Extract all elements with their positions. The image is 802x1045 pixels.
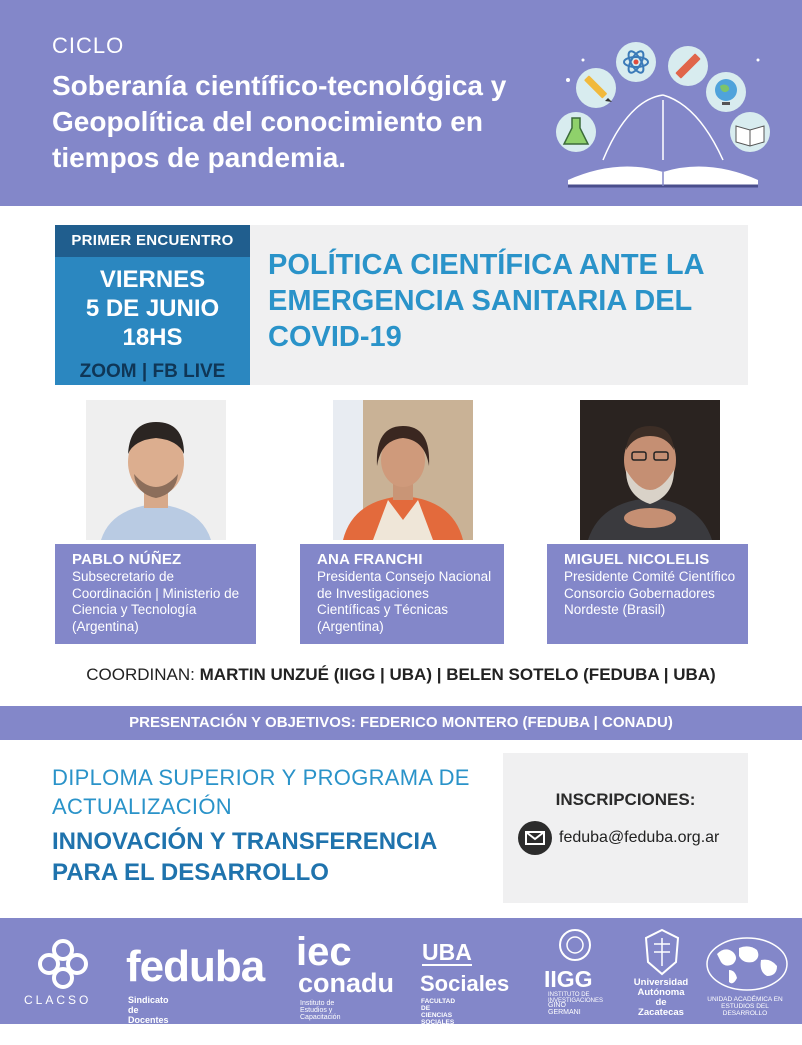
iec-subtitle: Instituto de Estudios y Capacitación: [300, 1000, 341, 1021]
event-platform: ZOOM | FB LIVE: [79, 361, 226, 382]
diploma-title: INNOVACIÓN Y TRANSFERENCIA PARA EL DESARROLLO: [52, 828, 437, 886]
event-date: 5 DE JUNIO: [85, 295, 220, 322]
speaker-role: Presidente Comité Científico Consorcio Gobernadores Nordeste (Brasil): [564, 569, 736, 617]
event-title-box: [250, 225, 748, 385]
event-time: 18HS: [122, 324, 183, 351]
diploma-subtitle: DIPLOMA SUPERIOR Y PROGRAMA DE ACTUALIZACIÓN: [52, 765, 470, 819]
pencil-red-icon: [668, 46, 708, 86]
uaz-name: Universidad Autónoma de Zacatecas: [633, 977, 689, 1018]
book-small-icon: [730, 112, 770, 152]
atom-icon: [616, 42, 656, 82]
event-day: VIERNES: [99, 266, 206, 293]
iigg-gino-germani: GINO GERMANI: [548, 1002, 581, 1016]
ciclo-label: CICLO: [52, 33, 125, 58]
sociales-subtitle: FACULTAD DE CIENCIAS SOCIALES: [421, 998, 456, 1026]
registration-email[interactable]: feduba@feduba.org.ar: [559, 829, 720, 846]
world-map-icon: [705, 934, 789, 992]
avatar: [333, 400, 473, 540]
speaker-card-1: [55, 544, 256, 644]
speaker-photo-ana-franchi: [333, 400, 473, 540]
clacso-knot-icon: [35, 936, 91, 992]
iigg-wordmark: IIGG: [544, 966, 593, 992]
open-book-icon: [568, 167, 758, 186]
clacso-text: CLACSO: [24, 993, 92, 1007]
conadu-wordmark: conadu: [298, 968, 395, 998]
registration-box: [503, 753, 748, 903]
coordinators-label: COORDINAN:: [86, 665, 195, 684]
sociales-wordmark: Sociales: [420, 971, 510, 996]
speaker-photo-miguel-nicolelis: [580, 400, 720, 540]
iigg-seal-icon: [558, 928, 592, 962]
iigg-subtitle: INSTITUTO DE INVESTIGACIONES: [548, 992, 604, 1004]
feduba-wordmark: feduba: [126, 942, 265, 991]
uaz-crest-icon: [642, 928, 682, 976]
speaker-name: ANA FRANCHI: [317, 551, 423, 568]
speaker-card-3: [547, 544, 748, 644]
science-book-illustration: [548, 40, 778, 190]
presentation-band: PRESENTACIÓN Y OBJETIVOS: FEDERICO MONTERO (FEDUBA | CONADU): [0, 706, 802, 740]
iec-wordmark: iec: [296, 930, 352, 974]
flask-icon: [556, 112, 596, 152]
speaker-name: PABLO NÚÑEZ: [72, 551, 182, 568]
event-title: POLÍTICA CIENTÍFICA ANTE LA EMERGENCIA SANITARIA DEL COVID-19: [268, 249, 704, 353]
speaker-card-2: [300, 544, 504, 644]
uba-wordmark: UBA: [422, 939, 472, 965]
pencil-icon: [576, 68, 616, 108]
date-box: [55, 225, 250, 385]
speaker-name: MIGUEL NICOLELIS: [564, 551, 710, 568]
globe-icon: [706, 72, 746, 112]
envelope-icon: [518, 821, 552, 855]
header-banner: [0, 0, 802, 206]
avatar: [580, 400, 720, 540]
cycle-title: Soberanía científico-tecnológica y Geopolítica del conocimiento en tiempos de pandemia.: [52, 70, 507, 173]
speaker-role: Subsecretario de Coordinación | Ministerio de Ciencia y Tecnología (Argentina): [72, 569, 240, 634]
registration-title: INSCRIPCIONES:: [555, 790, 696, 809]
speaker-role: Presidenta Consejo Nacional de Investigaciones Científicas y Técnicas (Argentina): [317, 569, 492, 634]
coordinators-line: [0, 665, 802, 685]
avatar: [86, 400, 226, 540]
event-number-tag: PRIMER ENCUENTRO: [55, 225, 250, 257]
feduba-subtitle: Sindicato de Docentes de la UBA: [128, 995, 169, 1045]
unidad-academica-name: UNIDAD ACADÉMICA EN ESTUDIOS DEL DESARROLLO: [707, 996, 783, 1017]
coordinators-names: MARTIN UNZUÉ (IIGG | UBA) | BELEN SOTELO (FEDUBA | UBA): [199, 665, 716, 684]
sponsor-logos-footer: [0, 918, 802, 1045]
speaker-photo-pablo-nunez: [86, 400, 226, 540]
